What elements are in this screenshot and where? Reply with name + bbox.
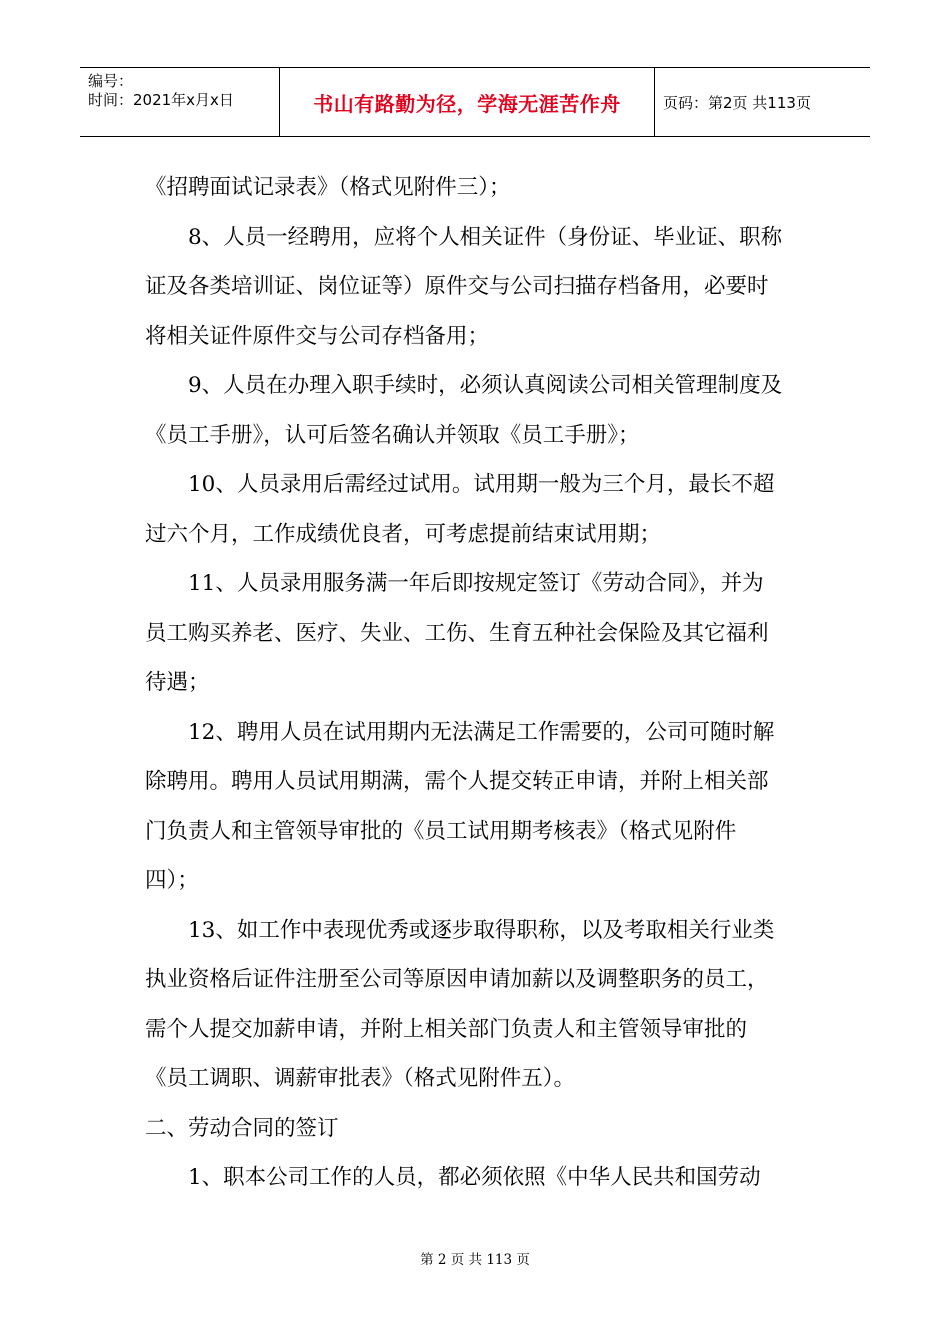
body-text-line: 10、人员录用后需经过试用。试用期一般为三个月，最长不超 [188, 472, 775, 497]
document-time-label: 时间：2021年x月x日 [88, 91, 234, 109]
body-text-line: 1、职本公司工作的人员，都必须依照《中华人民共和国劳动 [188, 1165, 761, 1190]
body-text-line: 二、劳动合同的签订 [145, 1115, 339, 1141]
body-text-line: 证及各类培训证、岗位证等）原件交与公司扫描存档备用，必要时 [145, 274, 769, 299]
header-motto: 书山有路勤为径，学海无涯苦作舟 [313, 91, 621, 116]
body-text-line: 《员工手册》，认可后签名确认并领取《员工手册》； [145, 422, 640, 448]
header-page-info: 页码：第2页 共113页 [663, 93, 811, 112]
body-text-line: 过六个月，工作成绩优良者，可考虑提前结束试用期； [145, 521, 662, 547]
document-number-label: 编号： [88, 72, 134, 90]
header-page-info-cell [655, 68, 870, 136]
document-body [145, 163, 810, 1203]
body-text-line: 将相关证件原件交与公司存档备用； [145, 323, 490, 349]
body-text-line: 四）； [145, 868, 199, 893]
body-text-line: 待遇； [145, 670, 210, 695]
header-motto-cell [280, 68, 655, 136]
body-text-line: 门负责人和主管领导审批的《员工试用期考核表》（格式见附件 [145, 818, 737, 844]
body-text-line: 11、人员录用服务满一年后即按规定签订《劳动合同》，并为 [188, 571, 764, 596]
page-header [80, 67, 870, 137]
body-text-line: 执业资格后证件注册至公司等原因申请加薪以及调整职务的员工， [145, 967, 769, 992]
body-text-line: 8、人员一经聘用，应将个人相关证件（身份证、毕业证、职称 [188, 224, 783, 250]
body-text-line: 需个人提交加薪申请，并附上相关部门负责人和主管领导审批的 [145, 1016, 748, 1042]
page-footer: 第 2 页 共 113 页 [420, 1252, 530, 1268]
body-text-line: 《员工调职、调薪审批表》（格式见附件五）。 [145, 1066, 576, 1091]
body-text-line: 员工购买养老、医疗、失业、工伤、生育五种社会保险及其它福利 [145, 620, 769, 646]
body-text-line: 12、聘用人员在试用期内无法满足工作需要的，公司可随时解 [188, 719, 775, 745]
body-text-line: 13、如工作中表现优秀或逐步取得职称，以及考取相关行业类 [188, 917, 775, 943]
body-text-line: 《招聘面试记录表》（格式见附件三）； [145, 175, 511, 200]
body-text-line: 除聘用。聘用人员试用期满，需个人提交转正申请，并附上相关部 [145, 769, 769, 794]
body-text-line: 9、人员在办理入职手续时，必须认真阅读公司相关管理制度及 [188, 373, 783, 398]
header-meta [80, 68, 280, 136]
